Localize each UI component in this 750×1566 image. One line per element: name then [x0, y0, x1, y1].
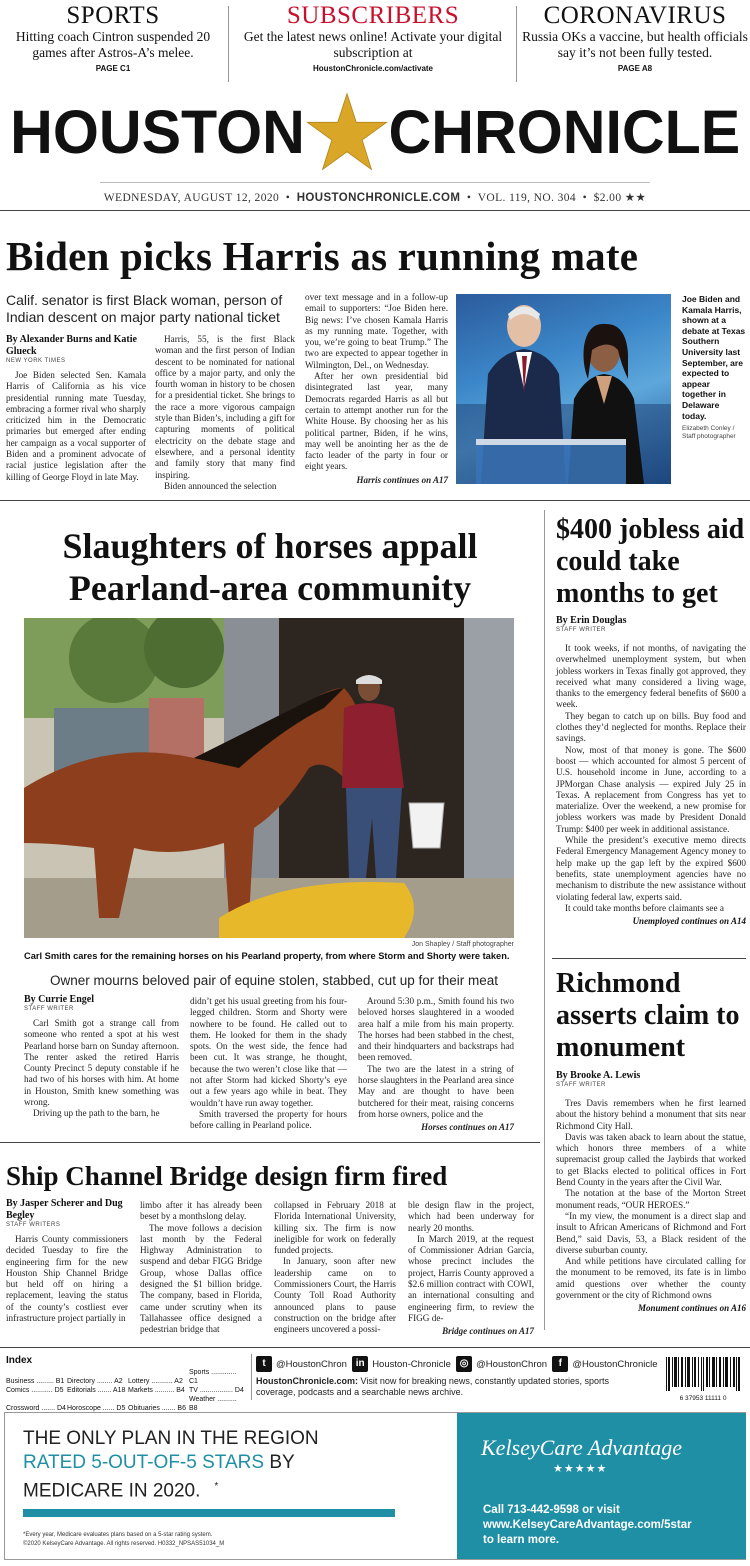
- bridge-col2a: limbo after it has already been beset by a monthslong delay.: [140, 1200, 262, 1222]
- ad-cta2[interactable]: www.KelseyCareAdvantage.com/5star: [483, 1519, 692, 1531]
- lead-col3a: over text message and in a follow-up email to supporters: “Joe Biden here. Big news: I’ve chosen Kamala Harris as my running mate. Together, with you, we’re going to beat Trump.” The two are expected to appear together in Wilmington, Del., on Wednesday.: [305, 292, 448, 370]
- horses-col1b: Driving up the path to the barn, he: [33, 1108, 160, 1119]
- ad-fine1: *Every year, Medicare evaluates plans based on a 5-star rating system.: [23, 1532, 213, 1538]
- teaser-heading: SUBSCRIBERS: [286, 2, 460, 29]
- star-icon: [304, 92, 390, 172]
- dateline: WEDNESDAY, AUGUST 12, 2020 • HOUSTONCHRONICLE.COM • VOL. 119, NO. 304 • $2.00 ★★: [103, 192, 647, 204]
- barcode: [664, 1357, 742, 1402]
- linkedin-link[interactable]: in Houston-Chronicle: [352, 1359, 451, 1370]
- lead-photo-caption: Joe Biden and Kamala Harris, shown at a debate at Texas Southern University last September, are expected to appear together in Delaware today.: [682, 294, 746, 421]
- horses-jump[interactable]: Horses continues on A17: [421, 1122, 514, 1133]
- teaser-page: HoustonChronicle.com/activate: [312, 64, 434, 73]
- lead-dek: Calif. senator is first Black woman, person of Indian descent on major party national ticket: [6, 292, 283, 325]
- ad-cta1: Call 713-442-9598 or visit: [483, 1504, 620, 1516]
- bridge-col4a: ble design flaw in the project, which had been underway for nearly 20 months.: [408, 1200, 534, 1233]
- index-entry[interactable]: Markets .......... B4: [128, 1387, 185, 1394]
- twitter-link[interactable]: t @HoustonChron: [256, 1359, 347, 1370]
- richmond-p3: The notation at the base of the Morton Street monument reads, “OUR HEROES.”: [556, 1188, 746, 1210]
- richmond-p5: And while petitions have circulated calling for the monument to be removed, its fate is in limbo amid questions over whether the county government or the city of Richmond owns: [556, 1256, 746, 1301]
- horses-col3b: The two are the latest in a string of horse slaughters in the Pearland area since May and are thought to have been butchered for their meat, raising concerns from horse owners, police and the: [358, 1063, 514, 1119]
- lead-headline[interactable]: Biden picks Harris as running mate: [6, 233, 639, 279]
- twitter-icon: t: [256, 1356, 272, 1372]
- richmond-credit: STAFF WRITER: [556, 1082, 606, 1088]
- lead-col2a: Harris, 55, is the first Black woman and the first person of Indian descent to be nominated for national office by a major party, and only the fourth woman in history to be chosen for a presidential ticket. She brings to the race a more vigorous campaign style than Biden’s, including a gift for capturing moments of political electricity on the debate stage and elsewhere, and a personal identity and family story that many find inspiring.: [155, 334, 295, 480]
- teaser-page: PAGE C1: [95, 64, 131, 73]
- index-entry[interactable]: Business ......... B1: [6, 1378, 65, 1385]
- bridge-col4b: In March 2019, at the request of Commissioner Adrian Garcia, whose precinct includes the project, Harris County approved a $2.6 million contract with COWI, an international consulting and engineering firm, to review the FIGG de-: [408, 1233, 534, 1323]
- teaser-subscribers[interactable]: [232, 2, 514, 73]
- index-entry[interactable]: Crossword ....... D4: [6, 1405, 66, 1412]
- bridge-headline[interactable]: Ship Channel Bridge design firm fired: [6, 1161, 448, 1191]
- ad-divider: [23, 1509, 395, 1517]
- bridge-byline: By Jasper Scherer and Dug Begley: [6, 1198, 123, 1221]
- index-entry[interactable]: Horoscope ...... D5: [67, 1405, 126, 1412]
- ad-panel[interactable]: [457, 1413, 746, 1559]
- horses-col1a: Carl Smith got a strange call from someone who rented a spot at his west Pearland horse barn on Sunday afternoon. The renter asked the retired Harris County Precinct 5 deputy constable if he had two of his horses with him. At home in Houston, Smith knew something was wrong.: [24, 1018, 179, 1108]
- index-row: [6, 1386, 250, 1395]
- lead-credit: NEW YORK TIMES: [6, 358, 66, 364]
- index-entry[interactable]: Weather .......... B8: [189, 1396, 237, 1412]
- instagram-link[interactable]: ◎ @HoustonChron: [456, 1359, 547, 1370]
- bridge-col2b: The move follows a decision last month by the Federal Highway Administration to suspend and debar FIGG Bridge Group, whose Dallas office designed the $1 billion bridge. The company, based in Florida, came under scrutiny when its Tallahassee office designed a pedestrian bridge that: [140, 1222, 262, 1335]
- facebook-icon: f: [552, 1356, 568, 1372]
- horses-photo: [24, 618, 514, 938]
- lead-col3b: After her own presidential bid disintegrated last year, many Democrats regarded Harris as all but certain to attempt another run for the White House. By choosing her as his political partner, Biden, if he wins, may well be anointing her as the de facto leader of the party in four or eight years.: [305, 371, 448, 472]
- teaser-heading: SPORTS: [66, 2, 160, 29]
- index-entry[interactable]: Obituaries ....... B6: [128, 1405, 186, 1412]
- site-promo-text: Visit now for breaking news, constantly updated stories, sports coverage, podcasts and a searchable news archive.: [256, 1376, 609, 1397]
- index-entry[interactable]: Comics ........... D5: [6, 1387, 64, 1394]
- lead-jump[interactable]: Harris continues on A17: [356, 474, 448, 485]
- jobless-jump[interactable]: Unemployed continues on A14: [632, 916, 746, 927]
- index-entry[interactable]: TV ................. D4: [189, 1387, 244, 1394]
- index-entry[interactable]: Directory ........ A2: [67, 1378, 123, 1385]
- bridge-col1: Harris County commissioners decided Tuesday to fire the engineering firm for the new Houston Ship Channel Bridge but held off on hiring a replacement, leaving the status of the county’s costliest ever infrastructure project partially in: [6, 1234, 128, 1324]
- lead-photo: [456, 294, 671, 484]
- horses-col2b: Smith traversed the property for hours before calling in Pearland police.: [190, 1108, 347, 1131]
- ad-fine2: ©2020 KelseyCare Advantage. All rights reserved. H0332_NPSAS51034_M: [23, 1541, 225, 1547]
- horses-byline: By Currie Engel: [24, 994, 94, 1005]
- masthead-chronicle: CHRONICLE: [388, 98, 741, 167]
- index-row: [6, 1368, 250, 1386]
- index-row: [6, 1395, 250, 1413]
- issue-date: WEDNESDAY, AUGUST 12, 2020: [103, 192, 280, 204]
- instagram-icon: ◎: [456, 1356, 472, 1372]
- index-entry[interactable]: Sports ............. C1: [189, 1369, 237, 1385]
- teaser-body: Russia OKs a vaccine, but health officials say it’s not been fully tested.: [522, 29, 748, 60]
- teaser-sports[interactable]: [0, 2, 226, 73]
- price: $2.00 ★★: [593, 192, 647, 204]
- jobless-p2: They began to catch up on bills. Buy food and clothes they’d neglected for months. Replace their savings.: [556, 710, 746, 744]
- bridge-col3b: In January, soon after new leadership came on to Commissioners Court, the Harris County Toll Road Authority announced plans to pause construction on the bridge after engineers uncovered a possi-: [274, 1256, 396, 1335]
- jobless-byline: By Erin Douglas: [556, 615, 627, 626]
- facebook-link[interactable]: f @HoustonChronicle: [552, 1359, 657, 1370]
- horses-photo-credit: Jon Shapley / Staff photographer: [411, 941, 514, 948]
- masthead: [0, 92, 750, 174]
- site-promo-name: HoustonChronicle.com:: [256, 1376, 359, 1386]
- richmond-jump[interactable]: Monument continues on A16: [638, 1303, 746, 1314]
- ad-line1: THE ONLY PLAN IN THE REGION: [23, 1428, 319, 1449]
- ad-line2b: BY: [269, 1452, 295, 1473]
- horses-headline[interactable]: Slaughters of horses appall Pearland-area community: [62, 526, 478, 608]
- masthead-houston: HOUSTON: [10, 98, 305, 167]
- ad-line3: MEDICARE IN 2020.: [23, 1480, 201, 1502]
- teaser-body: Get the latest news online! Activate your digital subscription at: [243, 29, 503, 60]
- index-title: Index: [6, 1355, 33, 1366]
- horses-col3a: Around 5:30 p.m., Smith found his two beloved horses slaughtered in a wooded area half a mile from his main property. The horses had been stabbed in the chest, and their hindquarters and backstraps had been removed.: [358, 996, 514, 1063]
- ad-stars: ★★★★★: [553, 1463, 608, 1475]
- richmond-headline[interactable]: Richmond asserts claim to monument: [556, 968, 740, 1063]
- ad-cta3: to learn more.: [483, 1534, 560, 1546]
- jobless-p4: While the president’s executive memo directs Federal Emergency Management Agency money to help make up the gap left by the expired $600 benefits, state unemployment agencies have no mechanism to distribute the new assistance without violating federal law, experts said.: [556, 835, 746, 902]
- horses-credit: STAFF WRITER: [24, 1006, 74, 1012]
- richmond-p2: Davis was taken aback to learn about the statue, which honors three members of a white supremacist group called the Jaybirds that worked to get Blacks elected to political offices in Fort Bend County in the years after the Civil War.: [556, 1131, 746, 1188]
- bridge-credit: STAFF WRITERS: [6, 1222, 61, 1228]
- ad-asterisk: *: [214, 1481, 219, 1492]
- jobless-credit: STAFF WRITER: [556, 627, 606, 633]
- site-link[interactable]: HOUSTONCHRONICLE.COM: [296, 192, 461, 204]
- richmond-byline: By Brooke A. Lewis: [556, 1070, 641, 1081]
- teaser-page: PAGE A8: [617, 64, 653, 73]
- jobless-headline[interactable]: $400 jobless aid could take months to get: [556, 514, 745, 609]
- volume: VOL. 119, NO. 304: [477, 192, 577, 204]
- teaser-body: Hitting coach Cintron suspended 20 games after Astros-A’s melee.: [15, 29, 211, 60]
- site-promo[interactable]: [256, 1376, 616, 1398]
- lead-byline: By Alexander Burns and Katie Glueck: [6, 334, 137, 357]
- lead-col1: Joe Biden selected Sen. Kamala Harris of California as his vice presidential running mate Tuesday, embracing a former rival who sharply criticized him in the Democratic primaries but emerged after ending her campaign as a vocal supporter of Biden and a prominent advocate of racial justice legislation after the killing of George Floyd in late May.: [6, 370, 146, 482]
- barcode-number: 6 37953 11111 0: [679, 1395, 727, 1402]
- bridge-col3a: collapsed in February 2018 at Florida International University, killing six. The firm is now ineligible for work on federally funded projects.: [274, 1200, 396, 1256]
- jobless-p1: It took weeks, if not months, of navigating the overwhelmed unemployment system, but when jobless workers in Texas finally got approved, they received what many considered a living wage, thanks to the emergency federal benefits of $600 a week.: [556, 643, 746, 710]
- horses-cutline: Carl Smith cares for the remaining horses on his Pearland property, from where Storm and Shorty were taken.: [24, 951, 510, 961]
- jobless-p3: Now, most of that money is gone. The $600 boost — which accounted for almost 5 percent of U.S. household income in June, according to a JPMorgan Chase analysis — expired July 25 in Texas. A replacement from Congress has yet to materialize. Over the weekend, a new promise for jobless workers was made by President Donald Trump: $400 per week in additional assistance.: [556, 744, 746, 834]
- ad-brand: KelseyCare Advantage: [481, 1435, 683, 1460]
- horses-dek: Owner mourns beloved pair of equine stolen, stabbed, cut up for their meat: [49, 973, 498, 988]
- index: [6, 1356, 250, 1413]
- index-entry[interactable]: Editorials ....... A18: [67, 1387, 126, 1394]
- lead-col2b: Biden announced the selection: [164, 480, 277, 491]
- teaser-heading: CORONAVIRUS: [543, 2, 727, 29]
- ad-line2a: RATED 5-OUT-OF-5 STARS: [23, 1452, 265, 1473]
- ad-kelseycare[interactable]: [4, 1412, 746, 1560]
- richmond-p1: Tres Davis remembers when he first learned about the history behind a monument that sits near Richmond City Hall.: [556, 1098, 746, 1131]
- horses-col2a: didn’t get his usual greeting from his four-legged children. Storm and Shorty were nowhere to be found. He called out to them. He looked for them in the shady spots. On the west side, the fence had been cut. It was strange, he thought, because the two weren’t close like that — not after Storm had kicked Shorty’s eye out a few years ago while in beat. They wouldn’t have run away together.: [190, 996, 347, 1108]
- linkedin-icon: in: [352, 1356, 368, 1372]
- bridge-jump[interactable]: Bridge continues on A17: [442, 1326, 534, 1337]
- richmond-p4: “In my view, the monument is a direct slap and insult to African Americans of Richmond and Fort Bend,” said Davis, 53, a Black resident of the diverse suburban county.: [556, 1210, 746, 1255]
- lead-photo-credit: Elizabeth Conley / Staff photographer: [682, 425, 736, 441]
- teaser-coronavirus[interactable]: [520, 2, 750, 73]
- index-entry[interactable]: Lottery ........... A2: [128, 1378, 183, 1385]
- jobless-p5: It could take months before claimants see a: [565, 902, 724, 913]
